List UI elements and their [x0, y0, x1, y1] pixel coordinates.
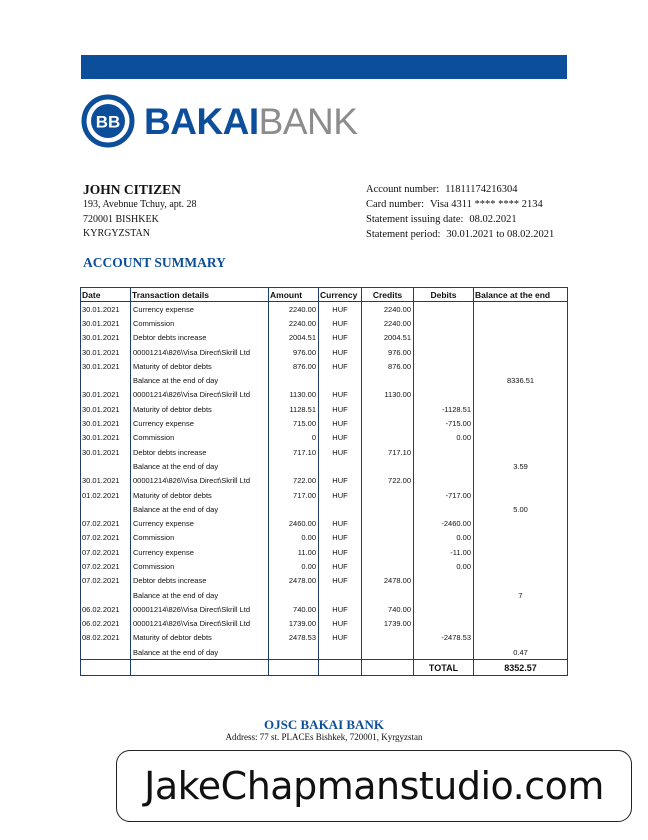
cell-amount: [269, 373, 319, 387]
cell-currency: HUF: [319, 531, 362, 545]
cell-date: 30.01.2021: [81, 359, 131, 373]
cell-debits: -2460.00: [414, 516, 474, 530]
table-row: [81, 388, 568, 402]
issue-date-value: 08.02.2021: [469, 214, 517, 225]
cell-date: 08.02.2021: [81, 631, 131, 645]
cell-amount: 11.00: [269, 545, 319, 559]
cell-details: Currency expense: [131, 545, 269, 559]
cell-debits: [414, 388, 474, 402]
cell-debits: [414, 345, 474, 359]
header-color-bar: [81, 55, 567, 79]
total-label: TOTAL: [414, 660, 474, 676]
cell-amount: 2478.53: [269, 631, 319, 645]
cell-date: 07.02.2021: [81, 531, 131, 545]
cell-credits: [362, 459, 414, 473]
table-row-day-balance: [81, 588, 568, 602]
cell-date: [81, 502, 131, 516]
cell-details: Balance at the end of day: [131, 459, 269, 473]
cell-details: 00001214\826\Visa Direct\Skrill Ltd: [131, 617, 269, 631]
cell-details: Balance at the end of day: [131, 645, 269, 660]
cell-debits: -2478.53: [414, 631, 474, 645]
cell-details: Commission: [131, 316, 269, 330]
table-row: [81, 602, 568, 616]
cell-details: Balance at the end of day: [131, 502, 269, 516]
header-currency: Currency: [319, 288, 362, 302]
card-number-value: Visa 4311 **** **** 2134: [430, 199, 543, 210]
cell-debits: [414, 445, 474, 459]
cell-credits: [362, 502, 414, 516]
cell-credits: 2004.51: [362, 331, 414, 345]
cell-balance: [474, 631, 568, 645]
cell-debits: [414, 359, 474, 373]
cell-balance: [474, 545, 568, 559]
cell-currency: HUF: [319, 617, 362, 631]
cell-credits: [362, 645, 414, 660]
cell-amount: 2004.51: [269, 331, 319, 345]
cell-credits: [362, 631, 414, 645]
cell-date: 30.01.2021: [81, 302, 131, 317]
cell-balance: [474, 617, 568, 631]
cell-details: 00001214\826\Visa Direct\Skrill Ltd: [131, 388, 269, 402]
cell-amount: 0.00: [269, 531, 319, 545]
cell-currency: HUF: [319, 559, 362, 573]
cell-details: 00001214\826\Visa Direct\Skrill Ltd: [131, 345, 269, 359]
cell-amount: 717.10: [269, 445, 319, 459]
cell-date: [81, 373, 131, 387]
cell-debits: [414, 302, 474, 317]
cell-date: 30.01.2021: [81, 402, 131, 416]
cell-currency: HUF: [319, 316, 362, 330]
issue-date-row: [366, 212, 554, 227]
account-number-label: Account number:: [366, 184, 440, 195]
cell-currency: HUF: [319, 388, 362, 402]
cell-currency: HUF: [319, 474, 362, 488]
cell-currency: HUF: [319, 602, 362, 616]
issue-date-label: Statement issuing date:: [366, 214, 464, 225]
cell-currency: HUF: [319, 416, 362, 430]
cell-balance: 7: [474, 588, 568, 602]
cell-credits: 2240.00: [362, 302, 414, 317]
bank-monogram-icon: [81, 94, 135, 148]
table-row: [81, 531, 568, 545]
card-number-row: [366, 197, 554, 212]
cell-details: Currency expense: [131, 302, 269, 317]
cell-amount: 2460.00: [269, 516, 319, 530]
table-row: [81, 416, 568, 430]
cell-currency: [319, 373, 362, 387]
logo-wordmark: [144, 100, 358, 142]
table-row: [81, 488, 568, 502]
cell-currency: HUF: [319, 488, 362, 502]
cell-date: 30.01.2021: [81, 445, 131, 459]
footer-bank-name: OJSC BAKAI BANK: [264, 717, 384, 732]
cell-amount: 2240.00: [269, 302, 319, 317]
cell-details: Debtor debts increase: [131, 445, 269, 459]
cell-date: 30.01.2021: [81, 416, 131, 430]
table-row: [81, 574, 568, 588]
cell-debits: 0.00: [414, 531, 474, 545]
cell-details: Maturity of debtor debts: [131, 402, 269, 416]
cell-amount: 722.00: [269, 474, 319, 488]
cell-currency: HUF: [319, 431, 362, 445]
cell-balance: 8336.51: [474, 373, 568, 387]
cell-date: [81, 588, 131, 602]
header-date: Date: [81, 288, 131, 302]
header-credits: Credits: [362, 288, 414, 302]
cell-debits: [414, 617, 474, 631]
cell-debits: [414, 373, 474, 387]
header-balance: Balance at the end: [474, 288, 568, 302]
statement-period-value: 30.01.2021 to 08.02.2021: [446, 229, 555, 240]
cell-amount: 1739.00: [269, 617, 319, 631]
cell-amount: 1130.00: [269, 388, 319, 402]
cell-details: 00001214\826\Visa Direct\Skrill Ltd: [131, 474, 269, 488]
cell-balance: [474, 416, 568, 430]
table-row: [81, 359, 568, 373]
cell-debits: [414, 645, 474, 660]
watermark-banner: JakeChapmanstudio.com: [116, 750, 632, 822]
cell-amount: 717.00: [269, 488, 319, 502]
cell-amount: [269, 502, 319, 516]
customer-address-line1: 193, Avebnue Tchuy, apt. 28: [83, 199, 197, 210]
logo-monogram-text: BB: [95, 112, 121, 132]
table-row: [81, 445, 568, 459]
cell-credits: [362, 373, 414, 387]
cell-amount: 976.00: [269, 345, 319, 359]
cell-credits: [362, 588, 414, 602]
cell-credits: [362, 402, 414, 416]
statement-period-label: Statement period:: [366, 229, 441, 240]
cell-details: Maturity of debtor debts: [131, 488, 269, 502]
customer-name: JOHN CITIZEN: [83, 182, 181, 197]
table-row: [81, 331, 568, 345]
cell-balance: 0.47: [474, 645, 568, 660]
customer-country: KYRGYZSTAN: [83, 228, 150, 239]
account-summary-title: ACCOUNT SUMMARY: [83, 255, 226, 270]
account-number-value: 11811174216304: [445, 184, 518, 195]
table-row: [81, 617, 568, 631]
header-debits: Debits: [414, 288, 474, 302]
cell-debits: -717.00: [414, 488, 474, 502]
cell-debits: [414, 316, 474, 330]
cell-date: [81, 645, 131, 660]
customer-address-line2: 720001 BISHKEK: [83, 213, 159, 225]
cell-currency: [319, 459, 362, 473]
cell-date: 06.02.2021: [81, 617, 131, 631]
cell-currency: [319, 645, 362, 660]
table-row-day-balance: [81, 459, 568, 473]
cell-details: Balance at the end of day: [131, 588, 269, 602]
cell-details: 00001214\826\Visa Direct\Skrill Ltd: [131, 602, 269, 616]
cell-date: 30.01.2021: [81, 316, 131, 330]
cell-debits: [414, 474, 474, 488]
cell-debits: [414, 588, 474, 602]
cell-debits: [414, 459, 474, 473]
cell-details: Commission: [131, 559, 269, 573]
cell-balance: [474, 302, 568, 317]
cell-date: 01.02.2021: [81, 488, 131, 502]
cell-date: [81, 459, 131, 473]
cell-details: Currency expense: [131, 516, 269, 530]
cell-balance: [474, 402, 568, 416]
cell-credits: [362, 545, 414, 559]
header-amount: Amount: [269, 288, 319, 302]
cell-currency: HUF: [319, 516, 362, 530]
cell-credits: [362, 531, 414, 545]
cell-debits: [414, 574, 474, 588]
cell-credits: [362, 488, 414, 502]
cell-date: 07.02.2021: [81, 545, 131, 559]
cell-date: 30.01.2021: [81, 431, 131, 445]
cell-amount: 876.00: [269, 359, 319, 373]
total-value: 8352.57: [474, 660, 568, 676]
table-row-day-balance: [81, 373, 568, 387]
table-row: [81, 316, 568, 330]
cell-balance: [474, 445, 568, 459]
header-transaction-details: Transaction details: [131, 288, 269, 302]
cell-amount: 2240.00: [269, 316, 319, 330]
cell-credits: [362, 559, 414, 573]
cell-debits: [414, 502, 474, 516]
cell-balance: 5.00: [474, 502, 568, 516]
table-body: [81, 302, 568, 660]
cell-debits: 0.00: [414, 431, 474, 445]
table-total-row: [81, 660, 568, 676]
cell-balance: [474, 431, 568, 445]
cell-credits: [362, 516, 414, 530]
bank-logo: [81, 94, 357, 148]
table-row: [81, 402, 568, 416]
cell-credits: 976.00: [362, 345, 414, 359]
cell-amount: [269, 645, 319, 660]
table-row: [81, 516, 568, 530]
cell-details: Currency expense: [131, 416, 269, 430]
logo-light-text: BANK: [258, 100, 358, 142]
table-row: [81, 302, 568, 317]
cell-details: Debtor debts increase: [131, 331, 269, 345]
cell-currency: HUF: [319, 359, 362, 373]
cell-currency: HUF: [319, 302, 362, 317]
cell-debits: -1128.51: [414, 402, 474, 416]
cell-balance: [474, 602, 568, 616]
cell-balance: [474, 474, 568, 488]
table-row: [81, 631, 568, 645]
cell-amount: 2478.00: [269, 574, 319, 588]
cell-amount: 740.00: [269, 602, 319, 616]
cell-currency: HUF: [319, 574, 362, 588]
cell-credits: 717.10: [362, 445, 414, 459]
cell-balance: [474, 531, 568, 545]
account-details: [366, 182, 554, 242]
table-row: [81, 431, 568, 445]
cell-date: 06.02.2021: [81, 602, 131, 616]
cell-debits: 0.00: [414, 559, 474, 573]
cell-credits: 1130.00: [362, 388, 414, 402]
cell-date: 30.01.2021: [81, 474, 131, 488]
cell-date: 30.01.2021: [81, 345, 131, 359]
cell-amount: [269, 588, 319, 602]
cell-details: Commission: [131, 531, 269, 545]
card-number-label: Card number:: [366, 199, 425, 210]
table-row: [81, 474, 568, 488]
cell-balance: [474, 345, 568, 359]
cell-debits: [414, 602, 474, 616]
table-row-day-balance: [81, 502, 568, 516]
cell-details: Commission: [131, 431, 269, 445]
cell-balance: [474, 488, 568, 502]
cell-balance: [474, 388, 568, 402]
cell-date: 07.02.2021: [81, 559, 131, 573]
cell-amount: 0.00: [269, 559, 319, 573]
cell-credits: 1739.00: [362, 617, 414, 631]
cell-details: Debtor debts increase: [131, 574, 269, 588]
cell-currency: HUF: [319, 631, 362, 645]
cell-amount: [269, 459, 319, 473]
table-row: [81, 345, 568, 359]
cell-currency: HUF: [319, 545, 362, 559]
cell-currency: HUF: [319, 445, 362, 459]
cell-details: Balance at the end of day: [131, 373, 269, 387]
transactions-table: [80, 287, 568, 676]
customer-block: [83, 181, 197, 242]
cell-date: 30.01.2021: [81, 331, 131, 345]
cell-credits: 722.00: [362, 474, 414, 488]
cell-balance: [474, 331, 568, 345]
cell-balance: [474, 516, 568, 530]
cell-credits: [362, 431, 414, 445]
cell-credits: 740.00: [362, 602, 414, 616]
cell-debits: -715.00: [414, 416, 474, 430]
table-row: [81, 559, 568, 573]
cell-balance: [474, 574, 568, 588]
statement-period-row: [366, 227, 554, 242]
cell-currency: [319, 588, 362, 602]
cell-balance: [474, 559, 568, 573]
table-header-row: [81, 288, 568, 302]
cell-amount: 1128.51: [269, 402, 319, 416]
cell-credits: [362, 416, 414, 430]
table-row: [81, 545, 568, 559]
cell-currency: HUF: [319, 402, 362, 416]
footer-address: Address: 77 st. PLACEs Bishkek, 720001, Kyrgyzstan: [225, 732, 423, 742]
cell-credits: 2478.00: [362, 574, 414, 588]
cell-currency: HUF: [319, 331, 362, 345]
cell-amount: 0: [269, 431, 319, 445]
table-row-day-balance: [81, 645, 568, 660]
account-number-row: [366, 182, 554, 197]
cell-balance: [474, 316, 568, 330]
cell-date: 07.02.2021: [81, 516, 131, 530]
cell-balance: 3.59: [474, 459, 568, 473]
cell-details: Maturity of debtor debts: [131, 359, 269, 373]
cell-details: Maturity of debtor debts: [131, 631, 269, 645]
cell-debits: -11.00: [414, 545, 474, 559]
cell-date: 30.01.2021: [81, 388, 131, 402]
cell-currency: [319, 502, 362, 516]
cell-credits: 2240.00: [362, 316, 414, 330]
cell-credits: 876.00: [362, 359, 414, 373]
cell-debits: [414, 331, 474, 345]
cell-date: 07.02.2021: [81, 574, 131, 588]
logo-bold-text: BAKAI: [144, 100, 259, 142]
cell-balance: [474, 359, 568, 373]
cell-amount: 715.00: [269, 416, 319, 430]
cell-currency: HUF: [319, 345, 362, 359]
